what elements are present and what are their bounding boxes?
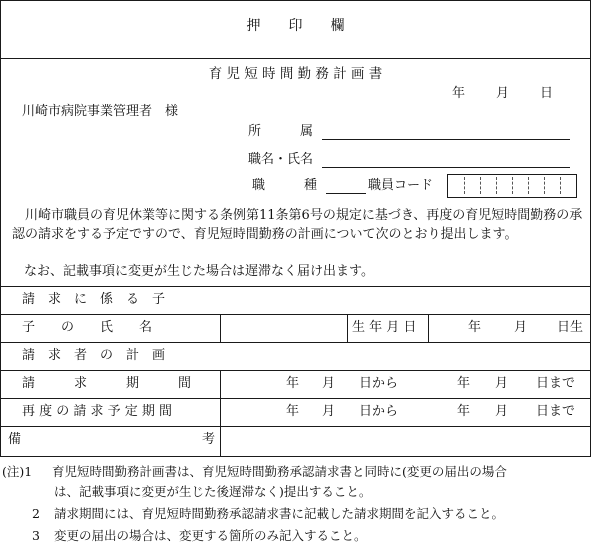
note-item <box>2 462 588 482</box>
period-to-month: 月 <box>495 376 509 391</box>
notes-block <box>2 462 588 548</box>
table-top-line <box>0 286 591 287</box>
birth-month-unit: 月 <box>514 320 528 335</box>
job-type-field[interactable] <box>326 193 366 194</box>
table-row-line <box>0 314 591 315</box>
employee-code-boxes[interactable] <box>447 174 577 198</box>
re-period-from-year: 年 <box>286 404 300 419</box>
table-row-line <box>0 398 591 399</box>
remarks-label-left: 備 <box>8 432 22 447</box>
re-period-to-year: 年 <box>457 404 471 419</box>
code-box-divider <box>464 177 465 194</box>
re-period-from-month: 月 <box>322 404 336 419</box>
table-col-line <box>220 370 221 456</box>
code-box-divider <box>528 177 529 194</box>
date-month: 月 <box>496 86 510 101</box>
re-period-to-month: 月 <box>495 404 509 419</box>
table-col-line <box>220 314 221 342</box>
birth-day-unit: 日生 <box>557 320 584 335</box>
note-text: 請求期間には、育児短時間勤務承認請求書に記載した請求期間を記入すること。 <box>54 506 505 521</box>
code-box-divider <box>560 177 561 194</box>
affiliation-label: 所 属 <box>248 124 314 139</box>
period-from-month: 月 <box>322 376 336 391</box>
addressee: 川崎市病院事業管理者 様 <box>22 104 179 119</box>
child-name-field[interactable] <box>226 317 344 339</box>
period-to-year: 年 <box>457 376 471 391</box>
date-year: 年 <box>452 86 466 101</box>
birth-date-label: 生 年 月 日 <box>352 320 417 335</box>
code-box-divider <box>496 177 497 194</box>
code-box-divider <box>512 177 513 194</box>
note-label: 3 <box>32 528 40 543</box>
note-item-continued <box>2 482 588 504</box>
affiliation-field[interactable] <box>322 139 570 140</box>
request-period-label: 請 求 期 間 <box>22 376 192 391</box>
code-box-divider <box>544 177 545 194</box>
period-from-day: 日から <box>359 376 399 391</box>
re-period-from-day: 日から <box>359 404 399 419</box>
plan-section-label: 請 求 者 の 計 画 <box>22 348 166 363</box>
position-name-field[interactable] <box>322 167 570 168</box>
note-item <box>2 504 588 526</box>
table-row-line <box>0 342 591 343</box>
note-label: (注)1 <box>2 464 33 479</box>
job-type-label: 職 種 <box>252 178 318 193</box>
body-text: 川崎市職員の育児休業等に関する条例第11条第6号の規定に基づき、再度の育児短時間勤務の承認の請求をする予定ですので、育児短時間勤務の計画について次のとおり提出します。 <box>12 208 583 242</box>
remarks-label-right: 考 <box>202 432 216 447</box>
form-title: 育 児 短 時 間 勤 務 計 画 書 <box>208 66 383 82</box>
note-text-continued: は、記載事項に変更が生じた後遅滞なく)提出すること。 <box>54 484 372 499</box>
seal-header-divider <box>0 58 591 59</box>
table-row-line <box>0 370 591 371</box>
code-box-divider <box>480 177 481 194</box>
birth-year-unit: 年 <box>468 320 482 335</box>
period-to-day: 日まで <box>536 376 576 391</box>
re-request-period-label: 再 度 の 請 求 予 定 期 間 <box>22 404 173 419</box>
child-section-label: 請 求 に 係 る 子 <box>22 292 166 307</box>
table-col-line <box>347 314 348 342</box>
date-day: 日 <box>540 86 554 101</box>
note-text: 育児短時間勤務計画書は、育児短時間勤務承認請求書と同時に(変更の届出の場合 <box>52 464 507 479</box>
note-label: 2 <box>32 506 40 521</box>
note-text: 変更の届出の場合は、変更する箇所のみ記入すること。 <box>54 528 367 543</box>
re-period-to-day: 日まで <box>536 404 576 419</box>
note-item <box>2 526 588 548</box>
table-row-line <box>0 426 591 427</box>
table-col-line <box>428 314 429 342</box>
remarks-field[interactable] <box>226 429 586 453</box>
seal-header: 押 印 欄 <box>246 18 345 34</box>
position-name-label: 職名・氏名 <box>248 152 314 167</box>
period-from-year: 年 <box>286 376 300 391</box>
body-note: なお、記載事項に変更が生じた場合は遅滞なく届け出ます。 <box>24 264 374 279</box>
employee-code-label: 職員コード <box>368 178 434 193</box>
child-name-label: 子 の 氏 名 <box>22 320 153 335</box>
